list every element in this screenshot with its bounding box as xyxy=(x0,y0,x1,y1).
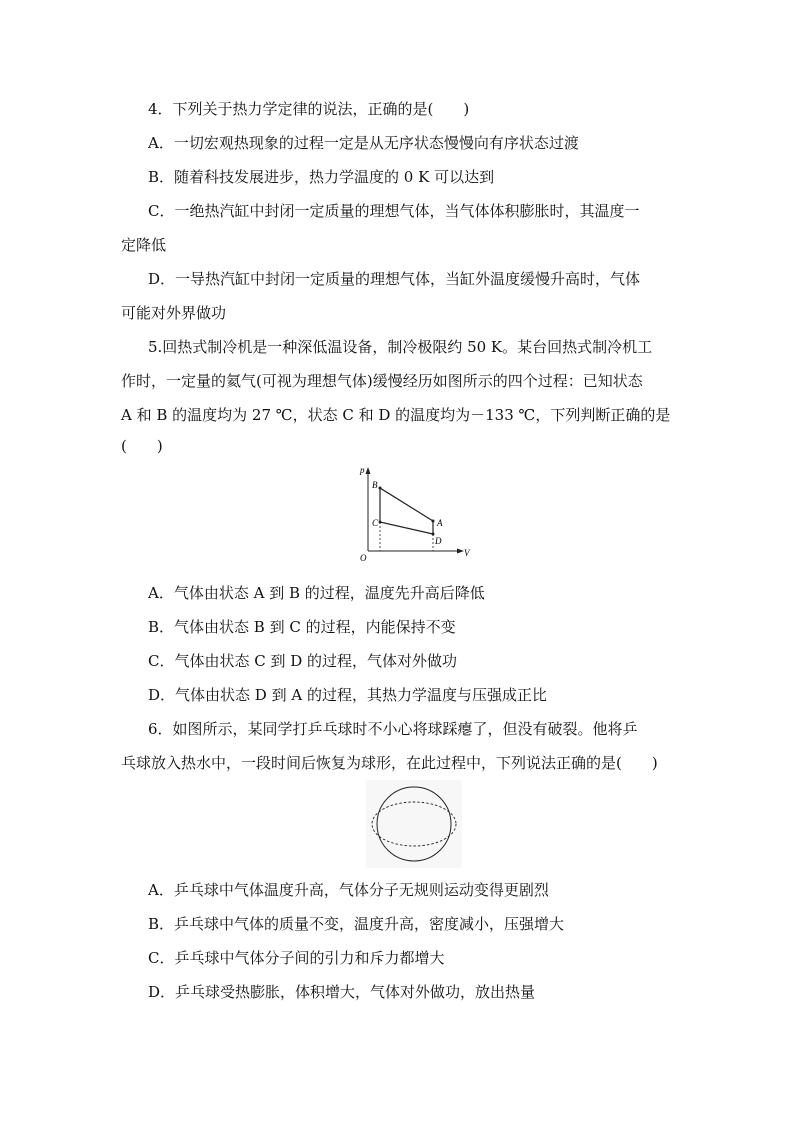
q6-option-c: C．乒乓球中气体分子间的引力和斥力都增大 xyxy=(148,949,445,967)
path-a-to-b xyxy=(380,488,433,521)
origin-label: O xyxy=(360,553,367,563)
label-c: C xyxy=(372,518,379,528)
q5-option-c: C．气体由状态 C 到 D 的过程，气体对外做功 xyxy=(148,652,458,670)
point-c xyxy=(379,521,382,524)
q6-option-d: D．乒乓球受热膨胀，体积增大，气体对外做功，放出热量 xyxy=(148,983,536,1001)
label-b: B xyxy=(372,480,378,490)
q5-option-b: B．气体由状态 B 到 C 的过程，内能保持不变 xyxy=(148,618,456,636)
label-a: A xyxy=(437,518,443,528)
q4-option-c-line1: C．一绝热汽缸中封闭一定质量的理想气体，当气体体积膨胀时，其温度一 xyxy=(148,202,640,220)
q6-stem-line2: 乓球放入热水中，一段时间后恢复为球形，在此过程中，下列说法正确的是( ) xyxy=(121,754,658,772)
q4-option-a: A．一切宏观热现象的过程一定是从无序状态慢慢向有序状态过渡 xyxy=(148,134,579,152)
ping-pong-ball-figure xyxy=(366,780,462,868)
q6-option-b: B．乒乓球中气体的质量不变，温度升高，密度减小，压强增大 xyxy=(148,915,565,933)
q4-stem: 4．下列关于热力学定律的说法，正确的是( ) xyxy=(148,100,470,118)
q5-stem-line2: 作时，一定量的氦气(可视为理想气体)缓慢经历如图所示的四个过程：已知状态 xyxy=(121,372,643,390)
v-axis-label: V xyxy=(464,548,470,558)
q4-option-d-line1: D．一导热汽缸中封闭一定质量的理想气体，当缸外温度缓慢升高时，气体 xyxy=(148,270,641,288)
p-axis-arrow xyxy=(366,467,371,474)
q6-option-a: A．乒乓球中气体温度升高，气体分子无规则运动变得更剧烈 xyxy=(148,881,549,899)
label-d: D xyxy=(435,536,442,546)
q6-stem-line1: 6．如图所示，某同学打乒乓球时不小心将球踩瘪了，但没有破裂。他将乒 xyxy=(148,720,638,738)
p-axis-label: p xyxy=(360,465,365,475)
point-a xyxy=(432,520,435,523)
q4-option-d-line2: 可能对外界做功 xyxy=(121,304,227,322)
q5-option-d: D．气体由状态 D 到 A 的过程，其热力学温度与压强成正比 xyxy=(148,686,547,704)
path-c-to-d xyxy=(380,522,433,534)
q4-option-b: B．随着科技发展进步，热力学温度的 0 K 可以达到 xyxy=(148,168,495,186)
q5-option-a: A．气体由状态 A 到 B 的过程，温度先升高后降低 xyxy=(148,584,485,602)
q5-stem-line1: 5.回热式制冷机是一种深低温设备，制冷极限约 50 K。某台回热式制冷机工 xyxy=(148,338,653,356)
q5-stem-line3: A 和 B 的温度均为 27 ℃，状态 C 和 D 的温度均为－133 ℃，下列判断正确的是 xyxy=(121,406,671,424)
pv-diagram xyxy=(355,463,480,568)
point-b xyxy=(379,487,382,490)
q4-option-c-line2: 定降低 xyxy=(121,236,167,254)
q5-stem-line4: ( ) xyxy=(121,437,163,455)
v-axis-arrow xyxy=(457,549,464,554)
